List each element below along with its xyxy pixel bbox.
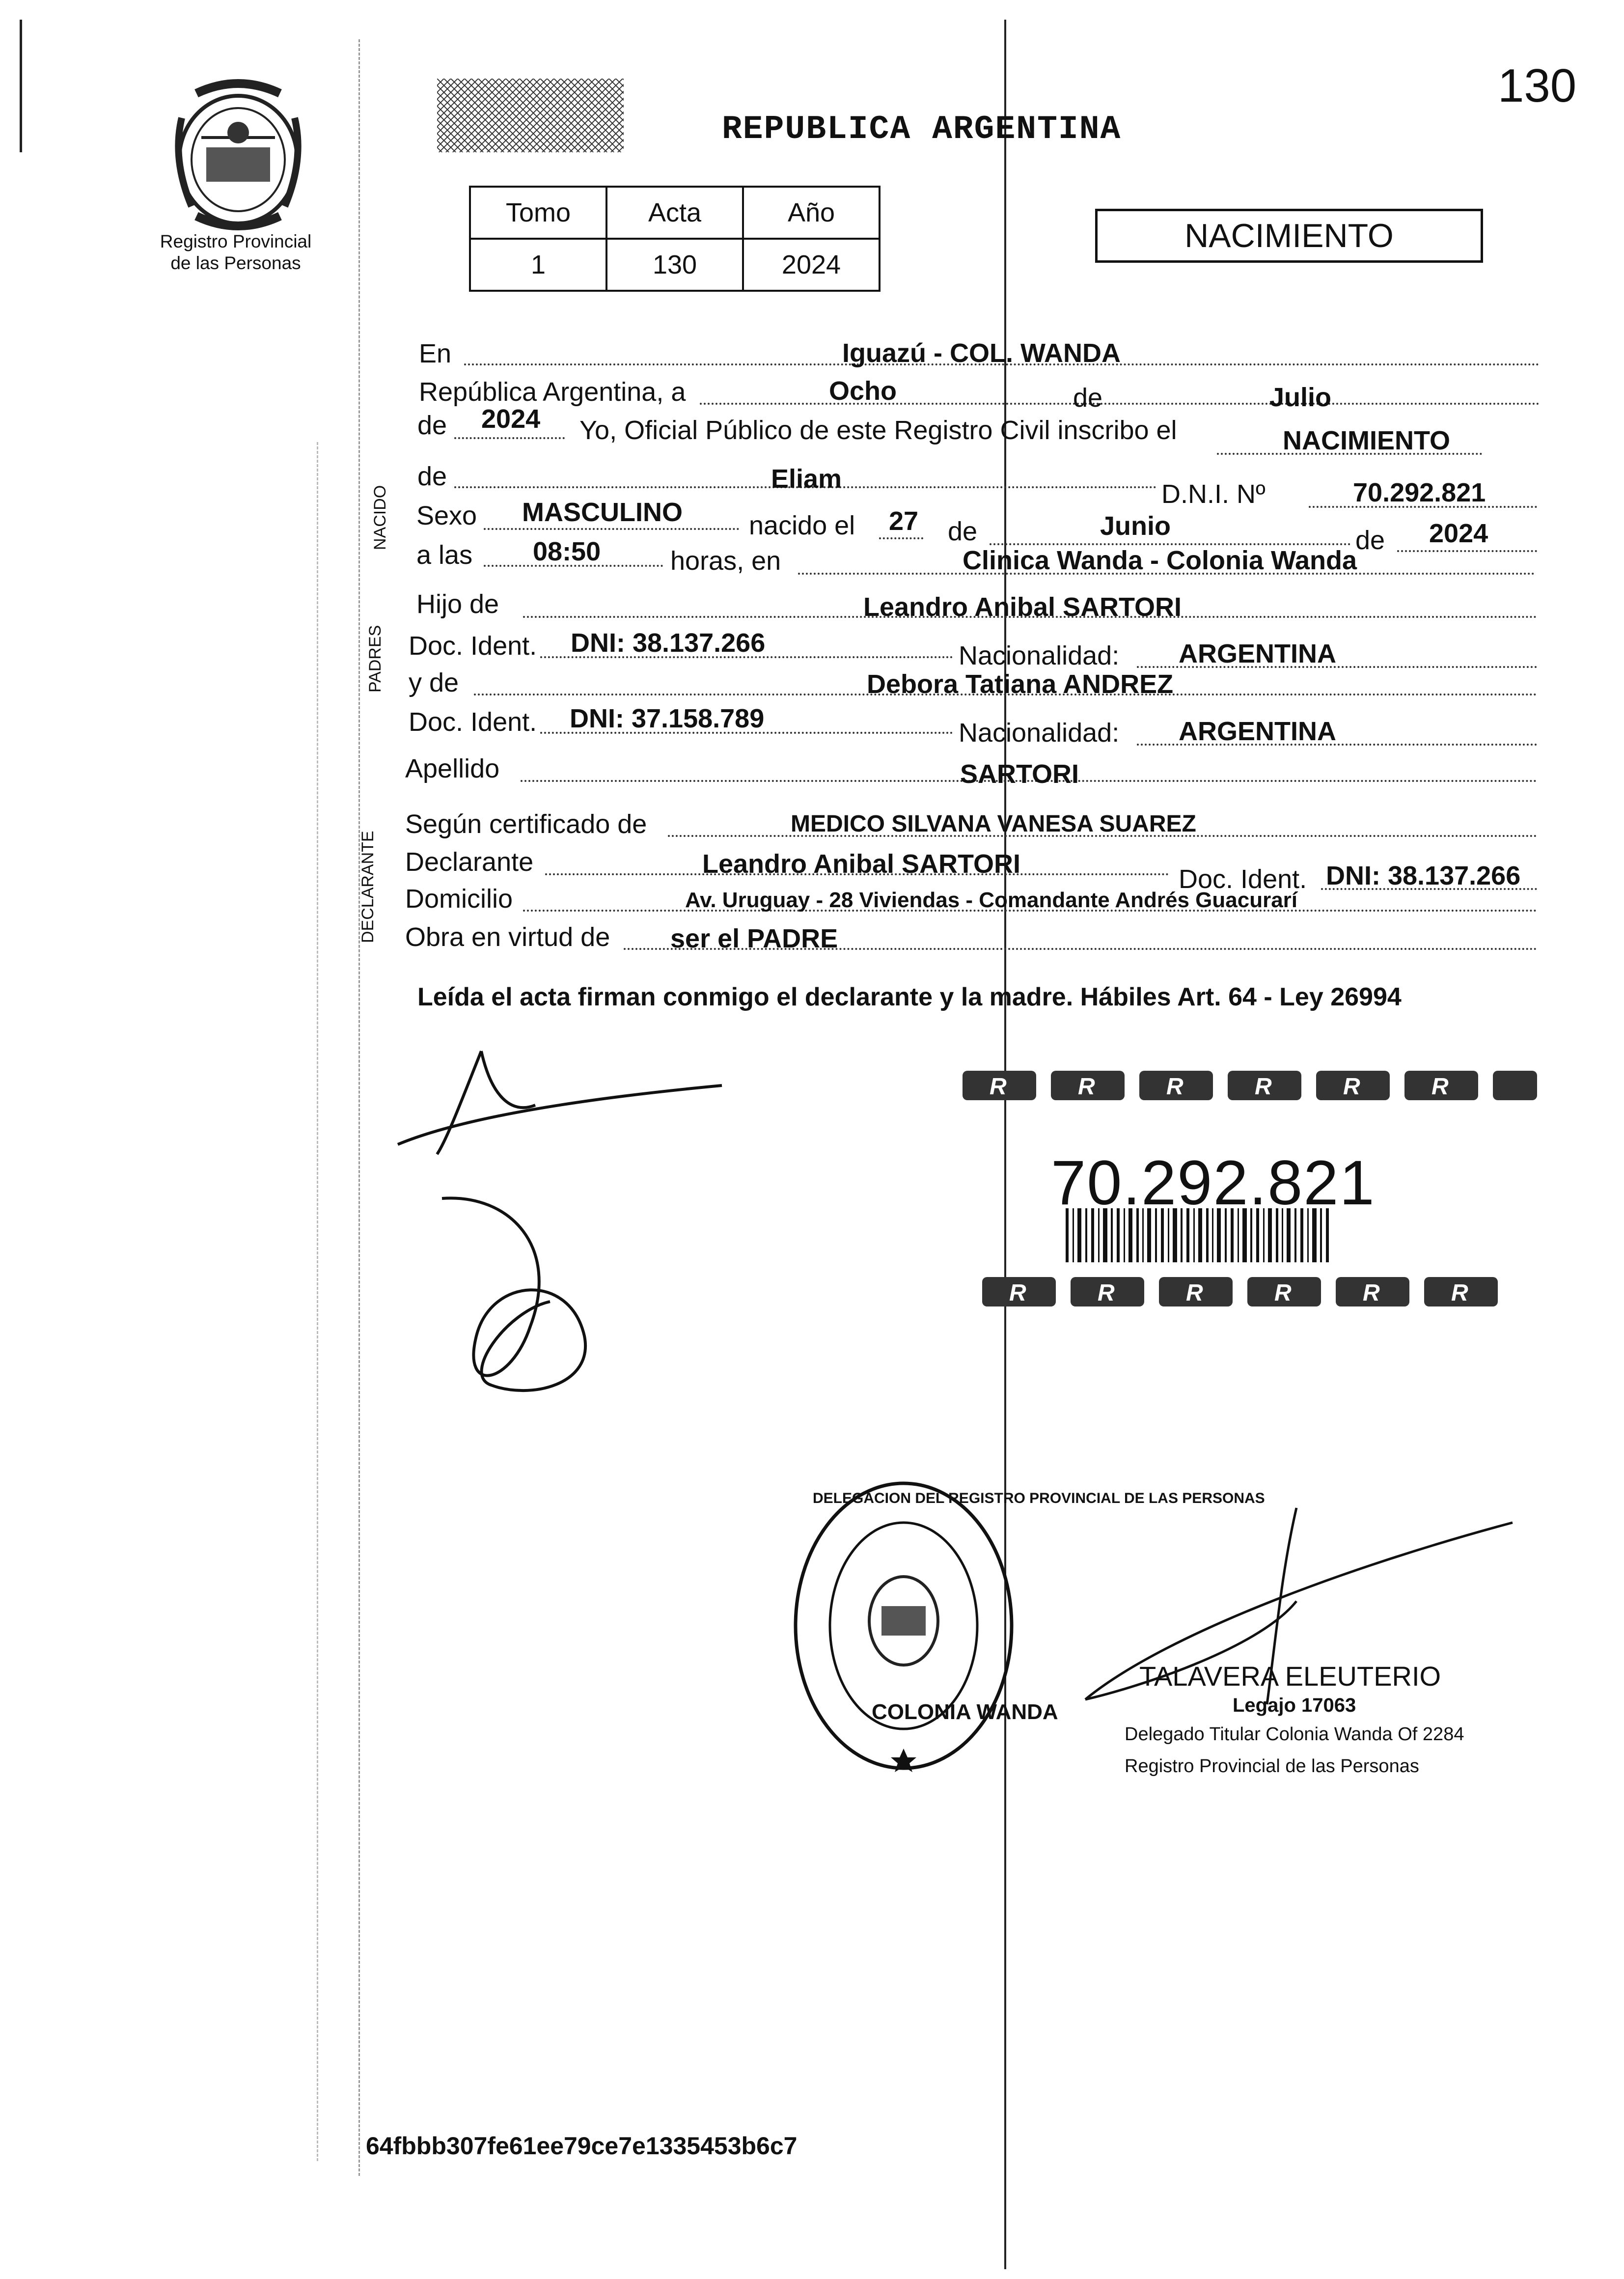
declarant-name-value: Leandro Anibal SARTORI — [702, 849, 1021, 879]
birth-month-value: Junio — [1100, 511, 1171, 541]
label-de: de — [1073, 383, 1103, 413]
label-de-month: de — [948, 517, 978, 546]
birth-time-value: 08:50 — [533, 537, 601, 566]
svg-text:R: R — [1009, 1280, 1026, 1306]
svg-text:R: R — [1078, 1074, 1095, 1100]
place-value: Iguazú - COL. WANDA — [842, 338, 1121, 368]
label-domicilio: Domicilio — [405, 884, 513, 914]
label-y-de: y de — [409, 668, 459, 697]
label-doc-ident-declarant: Doc. Ident. — [1179, 864, 1307, 894]
svg-text:R: R — [1431, 1074, 1449, 1100]
mother-name-value: Debora Tatiana ANDREZ — [867, 669, 1174, 699]
document-hash: 64fbbb307fe61ee79ce7e1335453b6c7 — [366, 2132, 798, 2160]
svg-text:R: R — [1098, 1280, 1115, 1306]
margin-dashed-line-2 — [317, 442, 318, 2161]
official-office: Registro Provincial de las Personas — [1125, 1756, 1419, 1777]
label-hijo-de: Hijo de — [416, 589, 499, 619]
day-value: Ocho — [829, 376, 897, 406]
page-number: 130 — [1498, 59, 1577, 112]
register-table — [469, 186, 881, 292]
register-value-tomo: 1 — [470, 239, 606, 291]
registry-org-name — [123, 231, 349, 274]
register-value-ano: 2024 — [743, 239, 880, 291]
delegation-round-seal-icon — [786, 1473, 1265, 1778]
register-label-tomo: Tomo — [470, 187, 606, 239]
id-number-stamp-text: 70.292.821 — [1051, 1148, 1376, 1218]
side-label-nacido: NACIDO — [371, 485, 389, 550]
label-doc-ident-father: Doc. Ident. — [409, 631, 537, 661]
label-dni: D.N.I. Nº — [1161, 479, 1266, 509]
declarant-doc-value: DNI: 38.137.266 — [1326, 861, 1521, 890]
mother-nationality-value: ARGENTINA — [1179, 717, 1336, 746]
register-label-acta: Acta — [606, 187, 743, 239]
capacity-value: ser el PADRE — [670, 924, 838, 953]
svg-text:R: R — [1451, 1280, 1468, 1306]
father-name-value: Leandro Anibal SARTORI — [863, 592, 1182, 622]
label-a-las: a las — [416, 540, 473, 570]
label-de-year: de — [417, 411, 447, 440]
registrar-statement: Yo, Oficial Público de este Registro Civil inscribo el — [579, 416, 1177, 445]
label-de-birth-year: de — [1355, 526, 1385, 555]
svg-text:R: R — [1186, 1280, 1203, 1306]
mother-doc-value: DNI: 37.158.789 — [570, 704, 765, 733]
svg-text:R: R — [990, 1074, 1007, 1100]
surname-value: SARTORI — [960, 759, 1079, 789]
dotted-line — [700, 403, 1540, 405]
official-legajo: Legajo 17063 — [1233, 1695, 1356, 1716]
seal-inner-text: COLONIA WANDA — [872, 1700, 1058, 1724]
svg-text:R: R — [1166, 1074, 1184, 1100]
birth-day-value: 27 — [889, 506, 919, 536]
label-nacido-el: nacido el — [749, 511, 855, 540]
svg-text:R: R — [1255, 1074, 1272, 1100]
label-declarante: Declarante — [405, 847, 534, 877]
sex-value: MASCULINO — [522, 498, 683, 527]
margin-dashed-line — [358, 39, 360, 2176]
label-de-name: de — [417, 462, 447, 491]
register-value-acta: 130 — [606, 239, 743, 291]
side-label-padres: PADRES — [366, 625, 385, 693]
dotted-line — [484, 528, 739, 530]
country-title: REPUBLICA ARGENTINA — [722, 111, 1122, 148]
label-apellido: Apellido — [405, 754, 500, 783]
label-republica: República Argentina, a — [419, 377, 686, 407]
certificate-value: MEDICO SILVANA VANESA SUAREZ — [791, 811, 1196, 837]
label-en: En — [419, 339, 452, 368]
declarant-signature-icon — [388, 1041, 732, 1159]
dotted-line — [454, 437, 565, 439]
month-value: Julio — [1269, 383, 1332, 412]
birth-year-value: 2024 — [1429, 519, 1488, 548]
label-segun-certificado: Según certificado de — [405, 809, 647, 839]
year-value: 2024 — [481, 404, 541, 434]
closing-statement: Leída el acta firman conmigo el declarante y la madre. Hábiles Art. 64 - Ley 26994 — [417, 983, 1402, 1011]
margin-bar — [20, 20, 22, 152]
label-nacionalidad-mother: Nacionalidad: — [959, 718, 1120, 748]
register-label-ano: Año — [743, 187, 880, 239]
svg-text:R: R — [1363, 1280, 1380, 1306]
official-position: Delegado Titular Colonia Wanda Of 2284 — [1125, 1724, 1464, 1745]
org-name-line2: de las Personas — [170, 253, 301, 273]
dotted-line — [879, 537, 923, 539]
seal-outer-text: DELEGACION DEL REGISTRO PROVINCIAL DE LAS PERSONAS — [813, 1490, 1265, 1506]
record-type-value: NACIMIENTO — [1283, 426, 1451, 455]
provincial-coat-of-arms-icon — [152, 74, 324, 231]
father-doc-value: DNI: 38.137.266 — [571, 628, 766, 658]
label-doc-ident-mother: Doc. Ident. — [409, 707, 537, 737]
father-nationality-value: ARGENTINA — [1179, 639, 1336, 668]
child-name-value: Eliam — [771, 464, 842, 494]
child-dni-value: 70.292.821 — [1353, 478, 1486, 507]
dotted-line — [1397, 550, 1537, 552]
label-horas-en: horas, en — [670, 546, 781, 576]
official-name: TALAVERA ELEUTERIO — [1139, 1661, 1441, 1692]
birth-place-value: Clinica Wanda - Colonia Wanda — [963, 546, 1357, 575]
address-value: Av. Uruguay - 28 Viviendas - Comandante Andrés Guacurarí — [685, 888, 1298, 912]
label-nacionalidad-father: Nacionalidad: — [959, 641, 1120, 670]
svg-text:R: R — [1343, 1074, 1360, 1100]
label-obra-en-virtud: Obra en virtud de — [405, 922, 610, 952]
security-pattern-icon — [437, 79, 624, 152]
label-sexo: Sexo — [416, 501, 477, 530]
svg-text:R: R — [1274, 1280, 1292, 1306]
side-label-declarante: DECLARANTE — [358, 831, 377, 943]
mother-signature-icon — [432, 1189, 609, 1415]
org-name-line1: Registro Provincial — [160, 231, 312, 251]
record-type-box: NACIMIENTO — [1095, 209, 1483, 263]
